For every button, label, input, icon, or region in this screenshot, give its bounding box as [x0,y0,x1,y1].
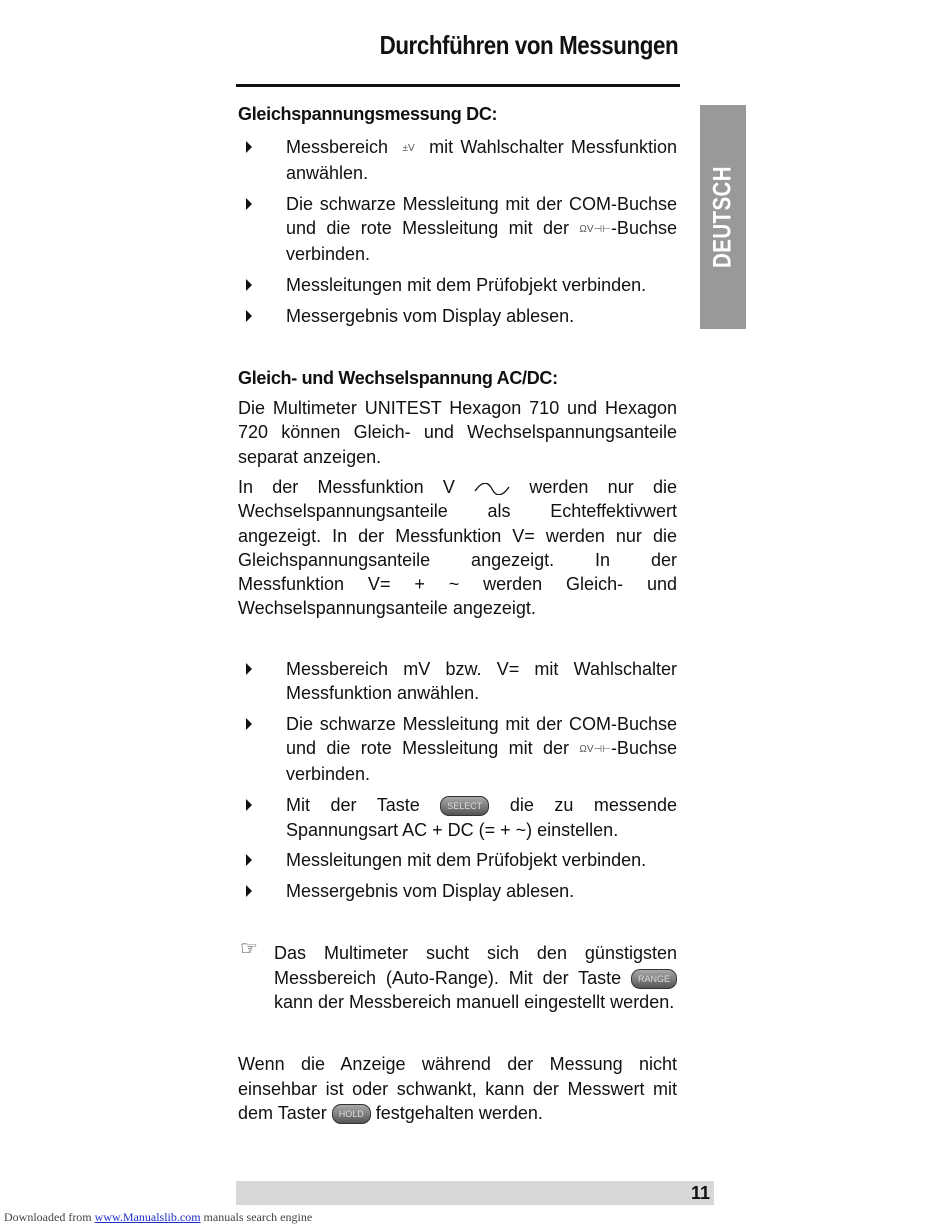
list-item: Messleitungen mit dem Prüfobjekt verbinden. [238,848,677,872]
section-acdc-steps [238,657,677,904]
section-dc-steps [238,135,677,329]
list-item: Die schwarze Messleitung mit der COM-Buchse und die rote Messleitung mit der ΩV⊣⊢-Buchse verbinden. [238,712,677,787]
list-item: Mit der Taste SELECT die zu messende Spannungsart AC + DC (= + ~) einstellen. [238,793,677,842]
dc-voltage-symbol-icon: ±V [402,142,415,154]
hold-paragraph: Wenn die Anzeige während der Messung nicht einsehbar ist oder schwankt, kann der Messwert mit dem Taster HOLD festgehalten werden. [238,1054,677,1123]
section-acdc-heading: Gleich- und Wechselspannung AC/DC: [238,368,558,389]
page-content [238,100,677,1125]
ac-wave-icon [474,483,510,495]
list-item: Messbereich mV bzw. V= mit Wahlschalter Messfunktion anwählen. [238,657,677,706]
input-jack-symbol-icon: ΩV⊣⊢ [579,744,611,756]
list-item: Messergebnis vom Display ablesen. [238,879,677,903]
language-tab [700,105,746,329]
list-item: Messbereich ±V mit Wahlschalter Messfunktion anwählen. [238,135,677,186]
bullet-arrow-icon [246,718,252,730]
bullet-arrow-icon [246,198,252,210]
bullet-arrow-icon [246,799,252,811]
download-note: Downloaded from www.Manualslib.com manuals search engine [4,1210,313,1224]
bullet-arrow-icon [246,854,252,866]
section-dc-heading: Gleichspannungsmessung DC: [238,104,498,124]
list-item: Die schwarze Messleitung mit der COM-Buchse und die rote Messleitung mit der ΩV⊣⊢-Buchse verbinden. [238,192,677,267]
hold-button: HOLD [332,1104,371,1124]
bullet-arrow-icon [246,141,252,153]
bullet-arrow-icon [246,663,252,675]
select-button: SELECT [440,796,489,816]
footer-bar [236,1181,714,1205]
acdc-function-paragraph: In der Messfunktion V werden nur die Wechselspannungsanteile als Echteffektivwert angezeigt. In der Messfunktion V= werden nur die Gleichspannungsanteile angezeigt. In der Messfunktion V= + ~ werden Gleich- und Wechselspannungsanteile angezeigt. [238,476,677,619]
list-item: Messergebnis vom Display ablesen. [238,304,677,328]
list-item: Messleitungen mit dem Prüfobjekt verbinden. [238,273,677,297]
language-tab-label: DEUTSCH [708,166,737,268]
manualslib-link[interactable]: www.Manualslib.com [94,1210,201,1224]
title-rule [236,84,680,87]
page-number: 11 [690,1183,710,1203]
page-title: Durchführen von Messungen [379,30,678,60]
range-button: RANGE [631,969,677,989]
bullet-arrow-icon [246,885,252,897]
bullet-arrow-icon [246,279,252,291]
bullet-arrow-icon [246,310,252,322]
input-jack-symbol-icon: ΩV⊣⊢ [579,223,611,235]
acdc-intro-paragraph: Die Multimeter UNITEST Hexagon 710 und Hexagon 720 können Gleich- und Wechselspannungsanteile separat anzeigen. [238,398,677,467]
pointing-hand-icon: ☞ [240,938,258,961]
auto-range-note: ☞ Das Multimeter sucht sich den günstigsten Messbereich (Auto-Range). Mit der Taste RANGE kann der Messbereich manuell eingestellt werden. [240,938,677,1013]
